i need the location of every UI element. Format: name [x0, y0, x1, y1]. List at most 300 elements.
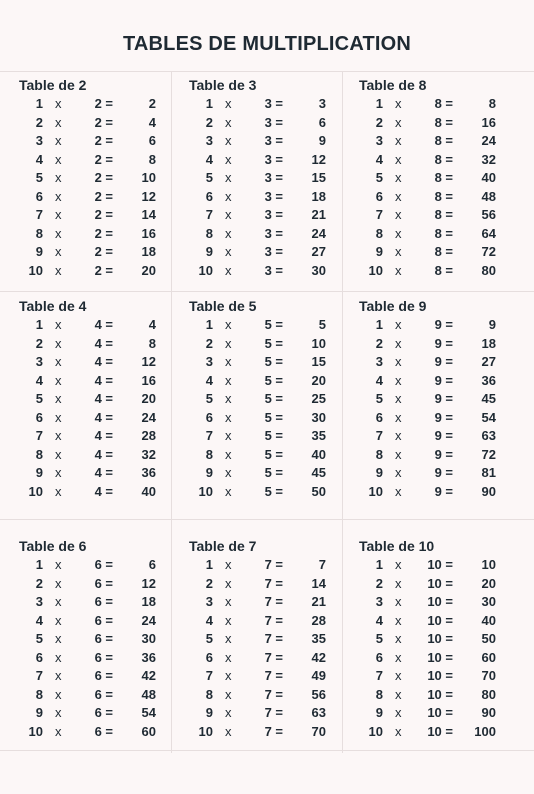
result: 30: [481, 594, 496, 609]
divider: [0, 750, 534, 751]
result: 8: [488, 96, 496, 111]
table-row: [0, 687, 170, 705]
table-row: [170, 354, 340, 372]
result: 30: [141, 631, 156, 646]
times-sign: x: [55, 668, 62, 683]
multiplier: 8: [35, 446, 43, 462]
result: 20: [481, 575, 496, 591]
multiplier: 3: [375, 354, 383, 369]
multiplicand: 3 =: [264, 170, 283, 185]
multiplicand: 9 =: [434, 354, 453, 369]
table-row: [340, 705, 510, 723]
times-sign: x: [395, 372, 402, 388]
result: 10: [481, 557, 496, 572]
result: 12: [311, 151, 326, 167]
times-sign: x: [225, 446, 232, 462]
times-sign: x: [55, 428, 62, 443]
table-row: [0, 96, 170, 114]
multiplier: 7: [205, 428, 213, 443]
multiplicand: 5 =: [264, 335, 283, 351]
times-sign: x: [395, 244, 402, 259]
multiplicand: 6 =: [94, 557, 113, 572]
result: 16: [481, 114, 496, 130]
multiplicand: 2 =: [94, 188, 113, 204]
table-row: [0, 373, 170, 391]
result: 63: [311, 705, 326, 720]
table-row: [340, 576, 510, 594]
result: 9: [318, 133, 326, 148]
multiplicand: 3 =: [264, 207, 283, 222]
table-row: [340, 170, 510, 188]
result: 6: [318, 114, 326, 130]
multiplicand: 9 =: [434, 372, 453, 388]
table-row: [340, 447, 510, 465]
multiplicand: 6 =: [94, 723, 113, 739]
result: 4: [148, 114, 156, 130]
multiplicand: 7 =: [264, 649, 283, 665]
multiplicand: 6 =: [94, 649, 113, 665]
result: 24: [311, 225, 326, 241]
multiplicand: 10 =: [427, 575, 453, 591]
times-sign: x: [55, 557, 62, 572]
table-row: [170, 668, 340, 686]
multiplicand: 9 =: [434, 335, 453, 351]
result: 20: [141, 391, 156, 406]
table-row: [340, 594, 510, 612]
result: 6: [148, 133, 156, 148]
table-row: [340, 373, 510, 391]
multiplicand: 7 =: [264, 557, 283, 572]
multiplier: 4: [35, 612, 43, 628]
divider: [0, 291, 534, 292]
multiplier: 4: [375, 151, 383, 167]
multiplier: 1: [375, 557, 383, 572]
times-sign: x: [55, 483, 62, 499]
result: 32: [141, 446, 156, 462]
multiplicand: 3 =: [264, 225, 283, 241]
times-sign: x: [225, 335, 232, 351]
multiplier: 2: [35, 114, 43, 130]
result: 80: [481, 262, 496, 278]
multiplicand: 2 =: [94, 133, 113, 148]
times-sign: x: [225, 649, 232, 665]
times-sign: x: [225, 705, 232, 720]
table-row: [170, 484, 340, 502]
multiplicand: 2 =: [94, 225, 113, 241]
multiplier: 1: [35, 96, 43, 111]
result: 60: [481, 649, 496, 665]
multiplier: 9: [35, 465, 43, 480]
times-sign: x: [225, 188, 232, 204]
result: 6: [148, 557, 156, 572]
multiplier: 1: [205, 557, 213, 572]
times-sign: x: [55, 96, 62, 111]
multiplicand: 3 =: [264, 96, 283, 111]
multiplier: 9: [35, 705, 43, 720]
table-row: [0, 447, 170, 465]
table-title: Table de 8: [359, 77, 427, 93]
multiplicand: 6 =: [94, 612, 113, 628]
table-row: [340, 115, 510, 133]
times-sign: x: [395, 686, 402, 702]
table-row: [170, 687, 340, 705]
times-sign: x: [225, 114, 232, 130]
multiplier: 10: [198, 262, 213, 278]
times-sign: x: [55, 207, 62, 222]
multiplicand: 7 =: [264, 631, 283, 646]
times-sign: x: [395, 151, 402, 167]
table-row: [170, 391, 340, 409]
multiplier: 9: [205, 465, 213, 480]
result: 48: [481, 188, 496, 204]
table-title: Table de 2: [19, 77, 87, 93]
result: 12: [141, 188, 156, 204]
multiplicand: 8 =: [434, 225, 453, 241]
multiplicand: 9 =: [434, 409, 453, 425]
multiplier: 6: [375, 649, 383, 665]
table-row: [170, 576, 340, 594]
result: 18: [141, 244, 156, 259]
multiplier: 2: [205, 335, 213, 351]
multiplicand: 8 =: [434, 114, 453, 130]
times-sign: x: [225, 483, 232, 499]
multiplicand: 3 =: [264, 244, 283, 259]
result: 12: [141, 354, 156, 369]
table-row: [340, 336, 510, 354]
result: 40: [311, 446, 326, 462]
multiplicand: 10 =: [427, 612, 453, 628]
multiplier: 6: [35, 188, 43, 204]
result: 2: [148, 96, 156, 111]
multiplicand: 9 =: [434, 465, 453, 480]
multiplier: 6: [205, 649, 213, 665]
multiplicand: 5 =: [264, 446, 283, 462]
multiplicand: 8 =: [434, 244, 453, 259]
result: 64: [481, 225, 496, 241]
times-sign: x: [225, 151, 232, 167]
times-sign: x: [395, 96, 402, 111]
multiplier: 3: [205, 594, 213, 609]
multiplier: 1: [375, 96, 383, 111]
table-row: [340, 465, 510, 483]
table-row: [340, 428, 510, 446]
table-row: [170, 317, 340, 335]
multiplicand: 9 =: [434, 317, 453, 332]
result: 7: [318, 557, 326, 572]
times-sign: x: [55, 686, 62, 702]
times-sign: x: [225, 631, 232, 646]
table-row: [0, 226, 170, 244]
multiplier: 10: [368, 483, 383, 499]
multiplicand: 4 =: [94, 335, 113, 351]
table-row: [0, 391, 170, 409]
times-sign: x: [225, 612, 232, 628]
result: 42: [141, 668, 156, 683]
times-sign: x: [395, 409, 402, 425]
multiplier: 5: [205, 170, 213, 185]
multiplier: 4: [205, 151, 213, 167]
multiplicand: 6 =: [94, 705, 113, 720]
table-row: [170, 557, 340, 575]
multiplier: 10: [368, 262, 383, 278]
multiplicand: 4 =: [94, 465, 113, 480]
result: 45: [481, 391, 496, 406]
multiplier: 3: [205, 354, 213, 369]
multiplier: 8: [205, 446, 213, 462]
multiplicand: 6 =: [94, 575, 113, 591]
result: 28: [141, 428, 156, 443]
result: 18: [481, 335, 496, 351]
multiplier: 9: [375, 705, 383, 720]
multiplicand: 2 =: [94, 244, 113, 259]
page-title: TABLES DE MULTIPLICATION: [122, 33, 412, 55]
times-sign: x: [225, 96, 232, 111]
times-sign: x: [395, 428, 402, 443]
table-row: [340, 263, 510, 281]
multiplicand: 4 =: [94, 391, 113, 406]
multiplier: 7: [375, 207, 383, 222]
result: 72: [481, 244, 496, 259]
times-sign: x: [55, 705, 62, 720]
multiplicand: 2 =: [94, 114, 113, 130]
table-row: [0, 705, 170, 723]
result: 21: [311, 594, 326, 609]
table-row: [0, 576, 170, 594]
result: 54: [481, 409, 496, 425]
result: 4: [148, 317, 156, 332]
table-row: [0, 724, 170, 742]
multiplicand: 4 =: [94, 354, 113, 369]
multiplier: 7: [375, 668, 383, 683]
times-sign: x: [55, 151, 62, 167]
multiplicand: 9 =: [434, 428, 453, 443]
result: 100: [474, 723, 496, 739]
times-sign: x: [55, 391, 62, 406]
result: 28: [311, 612, 326, 628]
times-sign: x: [225, 575, 232, 591]
multiplier: 5: [205, 631, 213, 646]
result: 5: [318, 317, 326, 332]
result: 30: [311, 409, 326, 425]
multiplier: 10: [368, 723, 383, 739]
multiplier: 2: [205, 114, 213, 130]
multiplicand: 5 =: [264, 372, 283, 388]
multiplier: 10: [198, 483, 213, 499]
multiplier: 5: [35, 170, 43, 185]
multiplier: 7: [375, 428, 383, 443]
times-sign: x: [55, 649, 62, 665]
multiplier: 10: [198, 723, 213, 739]
multiplier: 6: [35, 409, 43, 425]
table-row: [0, 115, 170, 133]
table-row: [340, 133, 510, 151]
multiplicand: 5 =: [264, 483, 283, 499]
table-row: [170, 207, 340, 225]
table-row: [0, 668, 170, 686]
result: 18: [311, 188, 326, 204]
table-row: [0, 263, 170, 281]
table-row: [0, 207, 170, 225]
multiplicand: 5 =: [264, 354, 283, 369]
multiplier: 3: [205, 133, 213, 148]
result: 60: [141, 723, 156, 739]
multiplicand: 7 =: [264, 575, 283, 591]
times-sign: x: [55, 317, 62, 332]
multiplicand: 7 =: [264, 594, 283, 609]
result: 24: [481, 133, 496, 148]
times-sign: x: [55, 170, 62, 185]
result: 14: [311, 575, 326, 591]
result: 9: [488, 317, 496, 332]
multiplicand: 3 =: [264, 262, 283, 278]
multiplier: 9: [35, 244, 43, 259]
times-sign: x: [395, 317, 402, 332]
result: 18: [141, 594, 156, 609]
result: 42: [311, 649, 326, 665]
multiplicand: 10 =: [427, 705, 453, 720]
result: 50: [311, 483, 326, 499]
multiplier: 4: [375, 372, 383, 388]
table-row: [170, 133, 340, 151]
table-row: [0, 189, 170, 207]
times-sign: x: [55, 446, 62, 462]
times-sign: x: [55, 244, 62, 259]
result: 45: [311, 465, 326, 480]
multiplier: 10: [28, 723, 43, 739]
times-sign: x: [225, 225, 232, 241]
table-row: [340, 244, 510, 262]
multiplicand: 8 =: [434, 207, 453, 222]
multiplier: 6: [375, 409, 383, 425]
table-row: [170, 170, 340, 188]
times-sign: x: [225, 557, 232, 572]
result: 12: [141, 575, 156, 591]
multiplicand: 4 =: [94, 446, 113, 462]
multiplier: 1: [35, 317, 43, 332]
multiplier: 2: [375, 575, 383, 591]
table-row: [170, 447, 340, 465]
table-row: [0, 336, 170, 354]
multiplicand: 10 =: [427, 686, 453, 702]
multiplicand: 3 =: [264, 188, 283, 204]
times-sign: x: [55, 225, 62, 241]
result: 15: [311, 354, 326, 369]
multiplicand: 5 =: [264, 409, 283, 425]
multiplier: 8: [375, 686, 383, 702]
times-sign: x: [225, 409, 232, 425]
multiplicand: 5 =: [264, 428, 283, 443]
table-row: [340, 613, 510, 631]
multiplier: 7: [205, 207, 213, 222]
multiplicand: 8 =: [434, 96, 453, 111]
multiplier: 7: [35, 428, 43, 443]
times-sign: x: [225, 686, 232, 702]
result: 32: [481, 151, 496, 167]
times-sign: x: [55, 612, 62, 628]
table-row: [340, 484, 510, 502]
result: 56: [481, 207, 496, 222]
multiplier: 8: [375, 225, 383, 241]
multiplicand: 7 =: [264, 723, 283, 739]
times-sign: x: [395, 114, 402, 130]
times-sign: x: [395, 391, 402, 406]
multiplicand: 8 =: [434, 133, 453, 148]
multiplicand: 2 =: [94, 96, 113, 111]
table-row: [0, 557, 170, 575]
result: 36: [141, 649, 156, 665]
result: 50: [481, 631, 496, 646]
multiplicand: 3 =: [264, 151, 283, 167]
result: 21: [311, 207, 326, 222]
table-row: [0, 594, 170, 612]
multiplier: 8: [35, 225, 43, 241]
table-row: [0, 152, 170, 170]
table-row: [340, 668, 510, 686]
multiplicand: 8 =: [434, 262, 453, 278]
result: 90: [481, 483, 496, 499]
times-sign: x: [395, 668, 402, 683]
multiplicand: 2 =: [94, 207, 113, 222]
times-sign: x: [395, 354, 402, 369]
multiplier: 6: [205, 188, 213, 204]
table-row: [170, 705, 340, 723]
multiplicand: 3 =: [264, 133, 283, 148]
result: 15: [311, 170, 326, 185]
table-row: [0, 244, 170, 262]
result: 27: [481, 354, 496, 369]
times-sign: x: [395, 225, 402, 241]
multiplier: 9: [375, 465, 383, 480]
table-row: [0, 484, 170, 502]
divider: [0, 71, 534, 72]
result: 35: [311, 428, 326, 443]
table-row: [170, 428, 340, 446]
multiplicand: 9 =: [434, 391, 453, 406]
multiplicand: 5 =: [264, 317, 283, 332]
multiplicand: 8 =: [434, 151, 453, 167]
result: 20: [141, 262, 156, 278]
result: 56: [311, 686, 326, 702]
table-row: [170, 465, 340, 483]
times-sign: x: [395, 612, 402, 628]
table-row: [340, 152, 510, 170]
times-sign: x: [395, 335, 402, 351]
times-sign: x: [225, 391, 232, 406]
multiplicand: 4 =: [94, 317, 113, 332]
table-row: [170, 263, 340, 281]
multiplicand: 10 =: [427, 668, 453, 683]
times-sign: x: [55, 594, 62, 609]
times-sign: x: [225, 723, 232, 739]
table-row: [340, 354, 510, 372]
multiplier: 2: [35, 335, 43, 351]
multiplicand: 6 =: [94, 686, 113, 702]
table-row: [170, 613, 340, 631]
times-sign: x: [225, 668, 232, 683]
multiplicand: 9 =: [434, 483, 453, 499]
table-row: [340, 631, 510, 649]
table-row: [340, 410, 510, 428]
table-row: [170, 152, 340, 170]
table-row: [0, 317, 170, 335]
table-row: [0, 354, 170, 372]
table-title: Table de 7: [189, 538, 257, 554]
result: 3: [318, 96, 326, 111]
times-sign: x: [395, 262, 402, 278]
multiplier: 1: [205, 317, 213, 332]
times-sign: x: [225, 207, 232, 222]
table-row: [340, 189, 510, 207]
